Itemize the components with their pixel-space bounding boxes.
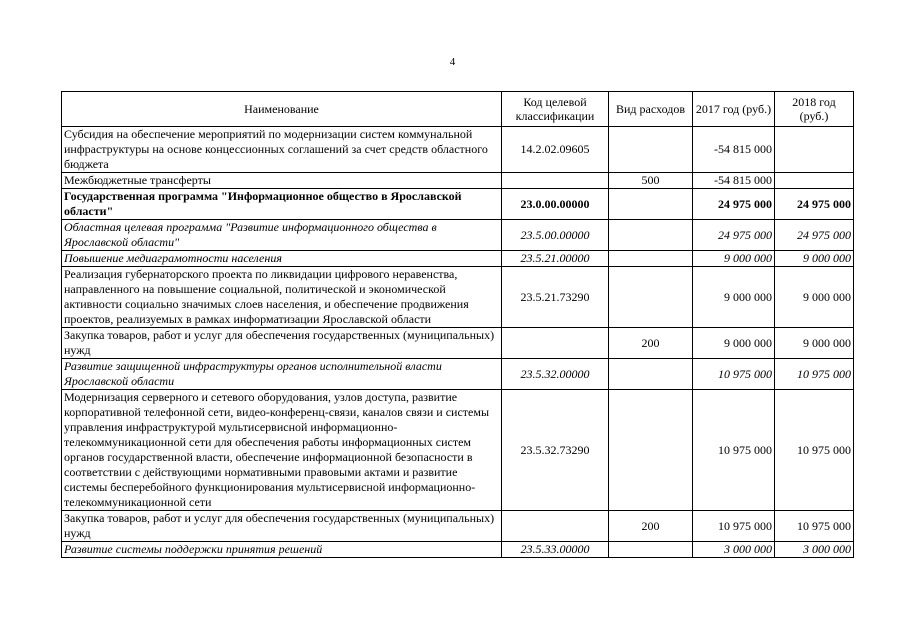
row-code: 23.0.00.00000 xyxy=(502,189,609,220)
row-2017: -54 815 000 xyxy=(693,127,775,173)
table-row xyxy=(62,359,854,390)
header-2017: 2017 год (руб.) xyxy=(693,92,775,127)
row-kind xyxy=(609,267,693,328)
row-name: Развитие системы поддержки принятия решений xyxy=(62,542,502,558)
header-code: Код целевой классификации xyxy=(502,92,609,127)
row-2018: 24 975 000 xyxy=(775,220,854,251)
row-name: Развитие защищенной инфраструктуры органов исполнительной власти Ярославской области xyxy=(62,359,502,390)
row-name: Областная целевая программа "Развитие информационного общества в Ярославской области" xyxy=(62,220,502,251)
row-2018 xyxy=(775,127,854,173)
row-kind: 200 xyxy=(609,511,693,542)
row-name: Межбюджетные трансферты xyxy=(62,173,502,189)
row-2018: 9 000 000 xyxy=(775,267,854,328)
header-name: Наименование xyxy=(62,92,502,127)
table-row xyxy=(62,390,854,511)
row-2018: 10 975 000 xyxy=(775,511,854,542)
row-name: Субсидия на обеспечение мероприятий по модернизации систем коммунальной инфраструктуры на основе концессионных соглашений за счет средств областного бюджета xyxy=(62,127,502,173)
row-name: Закупка товаров, работ и услуг для обеспечения государственных (муниципальных) нужд xyxy=(62,511,502,542)
table-row xyxy=(62,127,854,173)
row-2017: 24 975 000 xyxy=(693,220,775,251)
row-2017: 9 000 000 xyxy=(693,251,775,267)
row-code: 14.2.02.09605 xyxy=(502,127,609,173)
row-code: 23.5.32.00000 xyxy=(502,359,609,390)
row-kind xyxy=(609,189,693,220)
row-code: 23.5.00.00000 xyxy=(502,220,609,251)
table-row xyxy=(62,189,854,220)
row-2017: -54 815 000 xyxy=(693,173,775,189)
row-code: 23.5.33.00000 xyxy=(502,542,609,558)
row-kind xyxy=(609,251,693,267)
table-header-row xyxy=(62,92,854,127)
row-2018 xyxy=(775,173,854,189)
row-kind xyxy=(609,359,693,390)
header-2018: 2018 год (руб.) xyxy=(775,92,854,127)
row-kind: 200 xyxy=(609,328,693,359)
table-row xyxy=(62,220,854,251)
row-2017: 10 975 000 xyxy=(693,390,775,511)
row-code: 23.5.32.73290 xyxy=(502,390,609,511)
row-2017: 9 000 000 xyxy=(693,267,775,328)
row-2017: 24 975 000 xyxy=(693,189,775,220)
row-2017: 3 000 000 xyxy=(693,542,775,558)
row-2018: 10 975 000 xyxy=(775,359,854,390)
page-number: 4 xyxy=(449,56,456,68)
row-code xyxy=(502,173,609,189)
row-kind xyxy=(609,542,693,558)
row-code: 23.5.21.73290 xyxy=(502,267,609,328)
table-row xyxy=(62,542,854,558)
row-code xyxy=(502,511,609,542)
table-row xyxy=(62,251,854,267)
row-2017: 9 000 000 xyxy=(693,328,775,359)
row-name: Модернизация серверного и сетевого оборудования, узлов доступа, развитие корпоративной телефонной сети, видео-конференц-связи, каналов связи и системы управления инфраструктурой мультисервисной информационно-телекоммуникационной сети для обеспечения работы информационных систем органов государственной власти, обеспечение информационной безопасности в соответствии с действующими нормативными правовыми актами и развитие системы бесперебойного функционирования мультисервисной информационно-телекоммуникационной сети xyxy=(62,390,502,511)
row-name: Государственная программа "Информационное общество в Ярославской области" xyxy=(62,189,502,220)
row-name: Реализация губернаторского проекта по ликвидации цифрового неравенства, направленного на повышение социальной, политической и экономической активности социально значимых слоев населения, и обеспечение продвижения проектов, реализуемых в рамках информатизации Ярославской области xyxy=(62,267,502,328)
header-kind: Вид расходов xyxy=(609,92,693,127)
row-2017: 10 975 000 xyxy=(693,511,775,542)
row-2018: 10 975 000 xyxy=(775,390,854,511)
table-row xyxy=(62,328,854,359)
table-row xyxy=(62,511,854,542)
row-kind xyxy=(609,220,693,251)
row-2018: 9 000 000 xyxy=(775,251,854,267)
row-name: Закупка товаров, работ и услуг для обеспечения государственных (муниципальных) нужд xyxy=(62,328,502,359)
table-row xyxy=(62,267,854,328)
row-2018: 24 975 000 xyxy=(775,189,854,220)
row-2018: 3 000 000 xyxy=(775,542,854,558)
row-code xyxy=(502,328,609,359)
row-name: Повышение медиаграмотности населения xyxy=(62,251,502,267)
table-row xyxy=(62,173,854,189)
row-kind: 500 xyxy=(609,173,693,189)
row-2018: 9 000 000 xyxy=(775,328,854,359)
row-kind xyxy=(609,127,693,173)
row-code: 23.5.21.00000 xyxy=(502,251,609,267)
row-2017: 10 975 000 xyxy=(693,359,775,390)
budget-table xyxy=(61,91,854,558)
row-kind xyxy=(609,390,693,511)
